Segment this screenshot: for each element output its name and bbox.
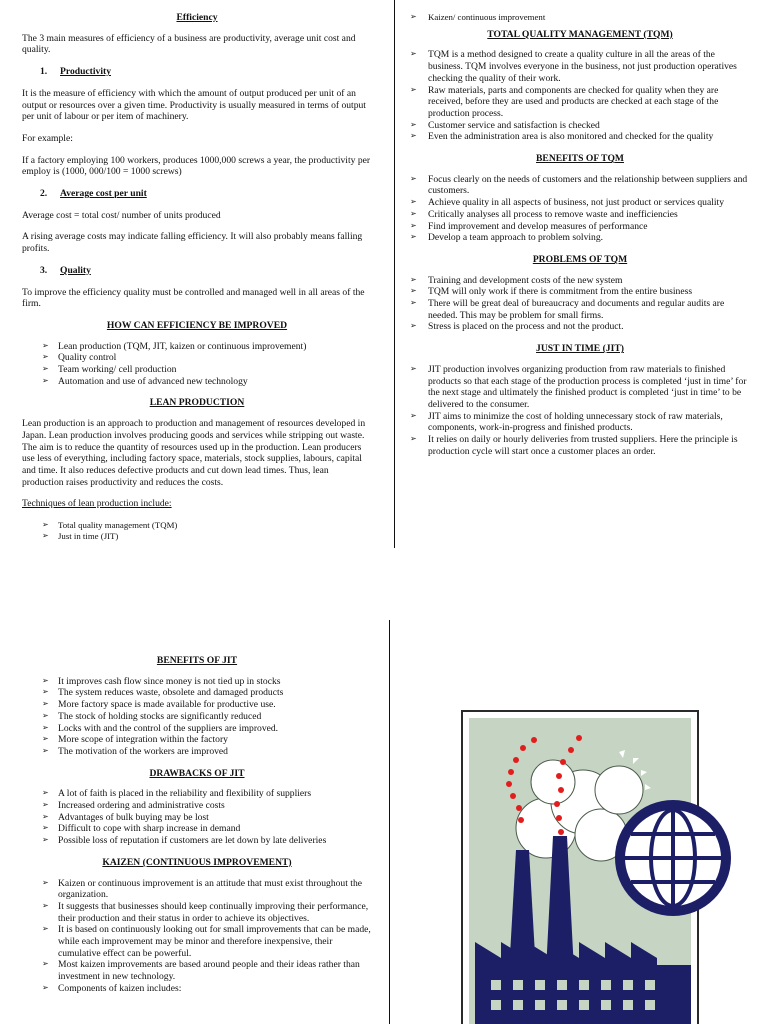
- kaizen-continued-list: [410, 12, 750, 23]
- arrowhead-bullet-icon: ➢: [410, 173, 417, 183]
- drawbacks-jit-list: [22, 788, 372, 847]
- list-item: ➢ Stress is placed on the process and not the product.: [410, 321, 624, 333]
- list-item: ➢ Customer service and satisfaction is checked: [410, 119, 600, 131]
- arrowhead-bullet-icon: ➢: [42, 924, 49, 934]
- left-column-bottom: [22, 655, 372, 1005]
- list-item: ➢ Automation and use of advanced new technology: [42, 375, 248, 387]
- average-cost-title: Average cost per unit: [60, 188, 147, 200]
- list-item: ➢ The stock of holding stocks are significantly reduced: [42, 710, 262, 722]
- arrowhead-bullet-icon: ➢: [42, 520, 49, 530]
- benefits-jit-heading: BENEFITS OF JIT: [156, 655, 238, 666]
- arrowhead-bullet-icon: ➢: [42, 710, 49, 720]
- factory-globe-illustration: [461, 710, 761, 1024]
- arrowhead-bullet-icon: ➢: [42, 811, 49, 821]
- list-item: ➢ Locks with and the control of the suppliers are improved.: [42, 722, 279, 734]
- average-cost-number: 2.: [40, 188, 48, 200]
- productivity-title: Productivity: [60, 66, 111, 78]
- arrowhead-bullet-icon: ➢: [42, 800, 49, 810]
- arrowhead-bullet-icon: ➢: [410, 119, 417, 129]
- benefits-tqm-heading: BENEFITS OF TQM: [536, 153, 624, 165]
- arrowhead-bullet-icon: ➢: [410, 84, 417, 94]
- list-item: ➢ Possible loss of reputation if customers are let down by late deliveries: [42, 835, 327, 847]
- list-item: ➢ Lean production (TQM, JIT, kaizen or continuous improvement): [42, 340, 307, 352]
- how-efficiency-list: [22, 341, 372, 388]
- list-item: ➢ The motivation of the workers are improved: [42, 745, 228, 757]
- lean-production-text: Lean production is an approach to production and management of resources developed in Japan. Lean production involves producing goods and services while stripping out waste. The aim is to reduce the quantity of resources used up in the production. Lean producers use less of everything, including factory space, materials, stock supplies, labours, capital and time. It also reduces defective products and cut down lead times. Thus, lean production raises productivity and reduces the costs.: [22, 418, 366, 488]
- quality-subheading: [22, 265, 372, 277]
- arrowhead-bullet-icon: ➢: [42, 687, 49, 697]
- list-item: ➢ A lot of faith is placed in the reliability and flexibility of suppliers: [42, 788, 312, 800]
- benefits-tqm-list: [410, 174, 750, 244]
- arrowhead-bullet-icon: ➢: [42, 340, 49, 350]
- list-item: ➢ Difficult to cope with sharp increase in demand: [42, 823, 241, 835]
- column-divider-bottom: [389, 620, 390, 1024]
- arrowhead-bullet-icon: ➢: [410, 220, 417, 230]
- right-column-top: [410, 12, 750, 468]
- example-label: For example:: [22, 132, 73, 144]
- arrowhead-bullet-icon: ➢: [42, 675, 49, 685]
- list-item: ➢ It relies on daily or hourly deliveries from trusted suppliers. Here the principle is production cycle will start once a customer places an order.: [410, 434, 738, 457]
- list-item: ➢ Focus clearly on the needs of customers and the relationship between suppliers and customers.: [410, 173, 748, 197]
- list-item: ➢ Raw materials, parts and components are checked for quality when they are received, before they are used and products are checked at each stage of the production process.: [410, 84, 719, 119]
- list-item: ➢ Even the administration area is also monitored and checked for the quality: [410, 131, 714, 143]
- list-item: ➢ There will be great deal of bureaucracy and documents and regular audits are needed. This may be problem for small firms.: [410, 298, 725, 321]
- list-item: ➢ TQM will only work if there is commitment from the entire business: [410, 286, 693, 298]
- arrowhead-bullet-icon: ➢: [410, 197, 417, 207]
- list-item: ➢ Total quality management (TQM): [42, 520, 178, 531]
- globe-icon: [615, 800, 731, 916]
- quality-number: 3.: [40, 264, 48, 276]
- list-item: ➢ Achieve quality in all aspects of business, not just product or services quality: [410, 197, 725, 209]
- list-item: ➢ Kaizen or continuous improvement is an attitude that must exist throughout the organization.: [42, 877, 363, 901]
- arrowhead-bullet-icon: ➢: [410, 274, 417, 284]
- arrowhead-bullet-icon: ➢: [410, 298, 417, 308]
- list-item: ➢ Advantages of bulk buying may be lost: [42, 811, 209, 823]
- arrowhead-bullet-icon: ➢: [42, 823, 49, 833]
- list-item: ➢ The system reduces waste, obsolete and damaged products: [42, 687, 284, 699]
- arrowhead-bullet-icon: ➢: [410, 232, 417, 242]
- kaizen-list: [22, 878, 372, 995]
- arrowhead-bullet-icon: ➢: [410, 434, 417, 444]
- list-item: ➢ Just in time (JIT): [42, 530, 119, 541]
- arrowhead-bullet-icon: ➢: [42, 877, 49, 887]
- list-item: ➢ Increased ordering and administrative costs: [42, 800, 225, 812]
- list-item: ➢ TQM is a method designed to create a quality culture in all the areas of the business. TQM involves everyone in the business, not just production operatives checking the quality of their work.: [410, 49, 737, 84]
- arrowhead-bullet-icon: ➢: [42, 900, 49, 910]
- arrowhead-bullet-icon: ➢: [410, 410, 417, 420]
- list-item: ➢ Quality control: [42, 352, 117, 364]
- tqm-list: [410, 49, 750, 143]
- list-item: ➢ Develop a team approach to problem solving.: [410, 232, 604, 244]
- jit-heading: JUST IN TIME (JIT): [536, 343, 624, 355]
- kaizen-heading: KAIZEN (CONTINUOUS IMPROVEMENT): [102, 856, 292, 868]
- problems-tqm-heading: PROBLEMS OF TQM: [532, 253, 628, 265]
- average-cost-subheading: [22, 188, 372, 200]
- list-item: ➢ Find improvement and develop measures of performance: [410, 220, 648, 232]
- lean-production-heading: LEAN PRODUCTION: [149, 397, 245, 409]
- techniques-label: Techniques of lean production include:: [22, 498, 172, 510]
- jit-list: [410, 364, 750, 458]
- arrowhead-bullet-icon: ➢: [42, 375, 49, 385]
- arrowhead-bullet-icon: ➢: [42, 722, 49, 732]
- tqm-heading: TOTAL QUALITY MANAGEMENT (TQM): [487, 28, 673, 40]
- arrowhead-bullet-icon: ➢: [42, 734, 49, 744]
- list-item: ➢ Critically analyses all process to remove waste and inefficiencies: [410, 208, 678, 220]
- problems-tqm-list: [410, 275, 750, 334]
- productivity-text: It is the measure of efficiency with which the amount of output produced per unit of an output or resources over a given time. Productivity is usually measured in terms of output per unit of labour or per item of machinery.: [22, 87, 366, 123]
- arrowhead-bullet-icon: ➢: [410, 131, 417, 141]
- arrowhead-bullet-icon: ➢: [42, 788, 49, 798]
- arrowhead-bullet-icon: ➢: [410, 49, 417, 59]
- arrowhead-bullet-icon: ➢: [42, 959, 49, 969]
- efficiency-intro: The 3 main measures of efficiency of a business are productivity, average unit cost and quality.: [22, 32, 356, 56]
- left-column-top: [22, 12, 372, 552]
- arrowhead-bullet-icon: ➢: [42, 745, 49, 755]
- productivity-number: 1.: [40, 66, 48, 78]
- list-item: ➢ More scope of integration within the factory: [42, 734, 228, 746]
- list-item: ➢ It suggests that businesses should keep continually improving their performance, their production and their status in order to achieve its objectives.: [42, 900, 369, 924]
- average-cost-formula: Average cost = total cost/ number of units produced: [22, 209, 221, 221]
- average-cost-text: A rising average costs may indicate falling efficiency. It will also probably means falling profits.: [22, 231, 363, 255]
- arrowhead-bullet-icon: ➢: [42, 835, 49, 845]
- arrowhead-bullet-icon: ➢: [410, 286, 417, 296]
- arrowhead-bullet-icon: ➢: [410, 321, 417, 331]
- list-item: ➢ More factory space is made available for productive use.: [42, 699, 276, 711]
- arrowhead-bullet-icon: ➢: [42, 982, 49, 992]
- arrowhead-bullet-icon: ➢: [410, 208, 417, 218]
- arrowhead-bullet-icon: ➢: [410, 363, 417, 373]
- list-item: ➢ JIT aims to minimize the cost of holding unnecessary stock of raw materials, components, work-in-progress and finished products.: [410, 410, 723, 434]
- quality-text: To improve the efficiency quality must be controlled and managed well in all areas of the firm.: [22, 286, 365, 310]
- list-item: ➢ Team working/ cell production: [42, 364, 177, 376]
- how-efficiency-heading: HOW CAN EFFICIENCY BE IMPROVED: [106, 319, 288, 331]
- arrowhead-bullet-icon: ➢: [42, 699, 49, 709]
- drawbacks-jit-heading: DRAWBACKS OF JIT: [149, 767, 245, 779]
- list-item: ➢ Most kaizen improvements are based around people and their ideas rather than investment in new technology.: [42, 959, 360, 983]
- list-item: ➢ JIT production involves organizing production from raw materials to finished products so that each stage of the production process is completed ‘just in time’ for the next stage and ultimately the finished product is completed ‘just in time’ to be delivered to the consumer.: [410, 363, 747, 410]
- productivity-example: If a factory employing 100 workers, produces 1000,000 screws a year, the productivity per employ is (1000, 000/100 = 1000 screws): [22, 154, 371, 178]
- efficiency-heading: Efficiency: [176, 12, 218, 23]
- arrowhead-bullet-icon: ➢: [42, 352, 49, 362]
- productivity-subheading: [22, 66, 372, 78]
- arrowhead-bullet-icon: ➢: [42, 530, 49, 540]
- list-item: ➢ Kaizen/ continuous improvement: [410, 12, 546, 22]
- techniques-list: [22, 520, 372, 541]
- quality-title: Quality: [60, 264, 91, 276]
- arrowhead-bullet-icon: ➢: [42, 364, 49, 374]
- list-item: ➢ It is based on continuously looking out for small improvements that can be made, while each improvement may be minor and therefore inexpensive, their cumulative effect can be powerful.: [42, 924, 371, 959]
- list-item: ➢ Training and development costs of the new system: [410, 274, 623, 286]
- list-item: ➢ Components of kaizen includes:: [42, 982, 182, 994]
- arrowhead-bullet-icon: ➢: [410, 12, 417, 21]
- benefits-jit-list: [22, 676, 372, 758]
- list-item: ➢ It improves cash flow since money is not tied up in stocks: [42, 675, 281, 687]
- column-divider-top: [394, 0, 395, 548]
